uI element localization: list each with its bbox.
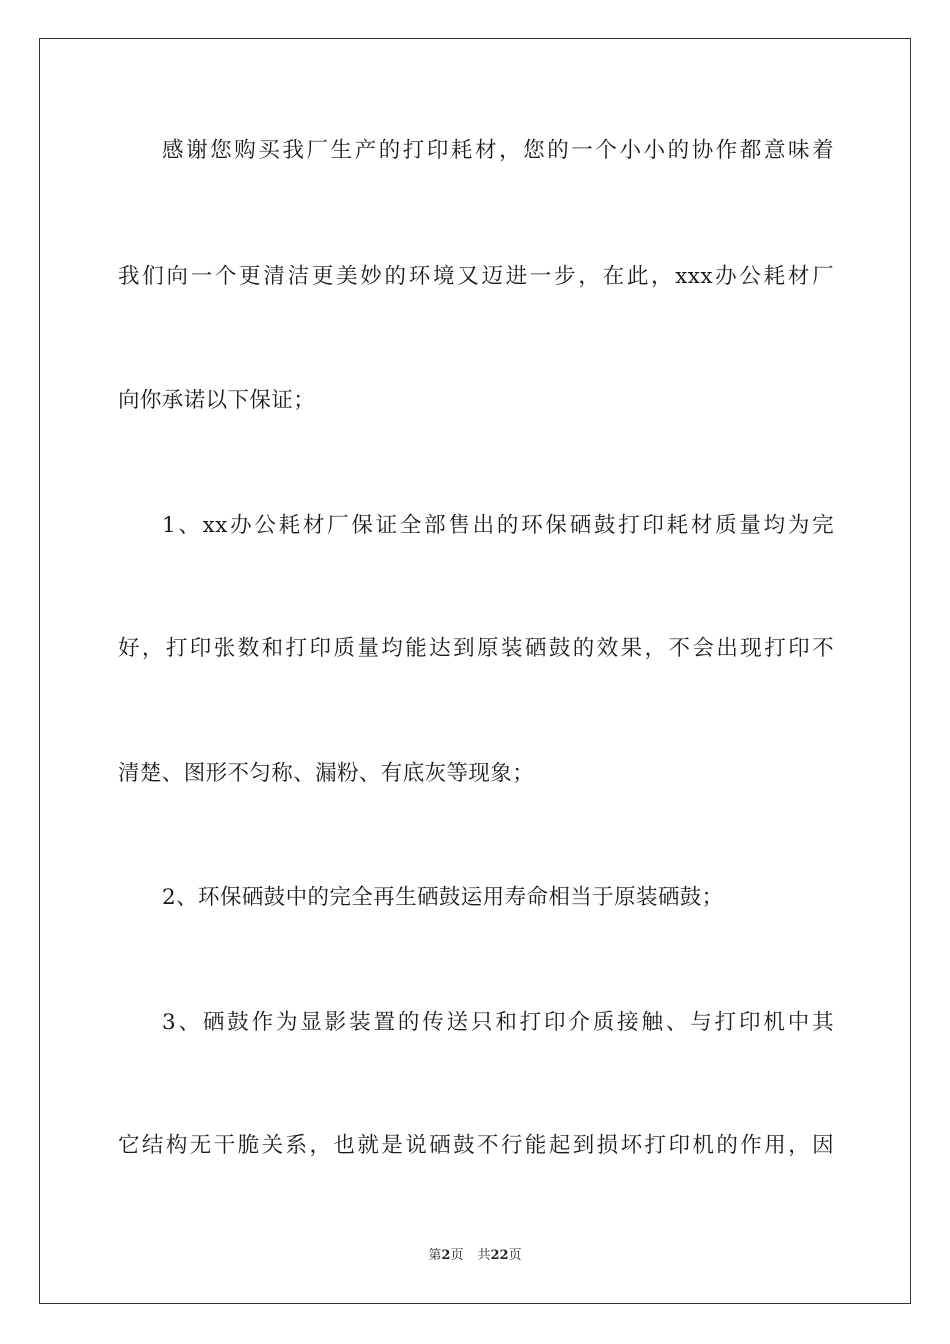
paragraph-line: 感谢您购买我厂生产的打印耗材，您的一个小小的协作都意味着 <box>162 138 834 163</box>
page-border <box>39 38 911 1304</box>
paragraph-line: 我们向一个更清洁更美妙的环境又迈进一步，在此，xxx办公耗材厂 <box>118 264 834 289</box>
footer-total-pages: 22 <box>490 1248 509 1263</box>
paragraph-line: 好，打印张数和打印质量均能达到原装硒鼓的效果，不会出现打印不 <box>118 636 834 661</box>
footer-page-number: 2 <box>441 1248 451 1263</box>
footer-total-suffix: 页 <box>508 1248 522 1263</box>
footer-page-suffix: 页 <box>450 1248 464 1263</box>
paragraph-line: 它结构无干脆关系，也就是说硒鼓不行能起到损坏打印机的作用，因 <box>118 1133 834 1158</box>
paragraph-line: 清楚、图形不匀称、漏粉、有底灰等现象； <box>118 761 535 786</box>
paragraph-line: 1、xx办公耗材厂保证全部售出的环保硒鼓打印耗材质量均为完 <box>162 513 834 538</box>
footer-page-prefix: 第 <box>428 1248 442 1263</box>
footer-total-prefix: 共 <box>477 1248 491 1263</box>
paragraph-line: 向你承诺以下保证； <box>118 388 316 413</box>
page-footer <box>0 1247 950 1265</box>
paragraph-line: 2、环保硒鼓中的完全再生硒鼓运用寿命相当于原装硒鼓； <box>162 885 724 910</box>
paragraph-line: 3、硒鼓作为显影装置的传送只和打印介质接触、与打印机中其 <box>162 1010 834 1035</box>
